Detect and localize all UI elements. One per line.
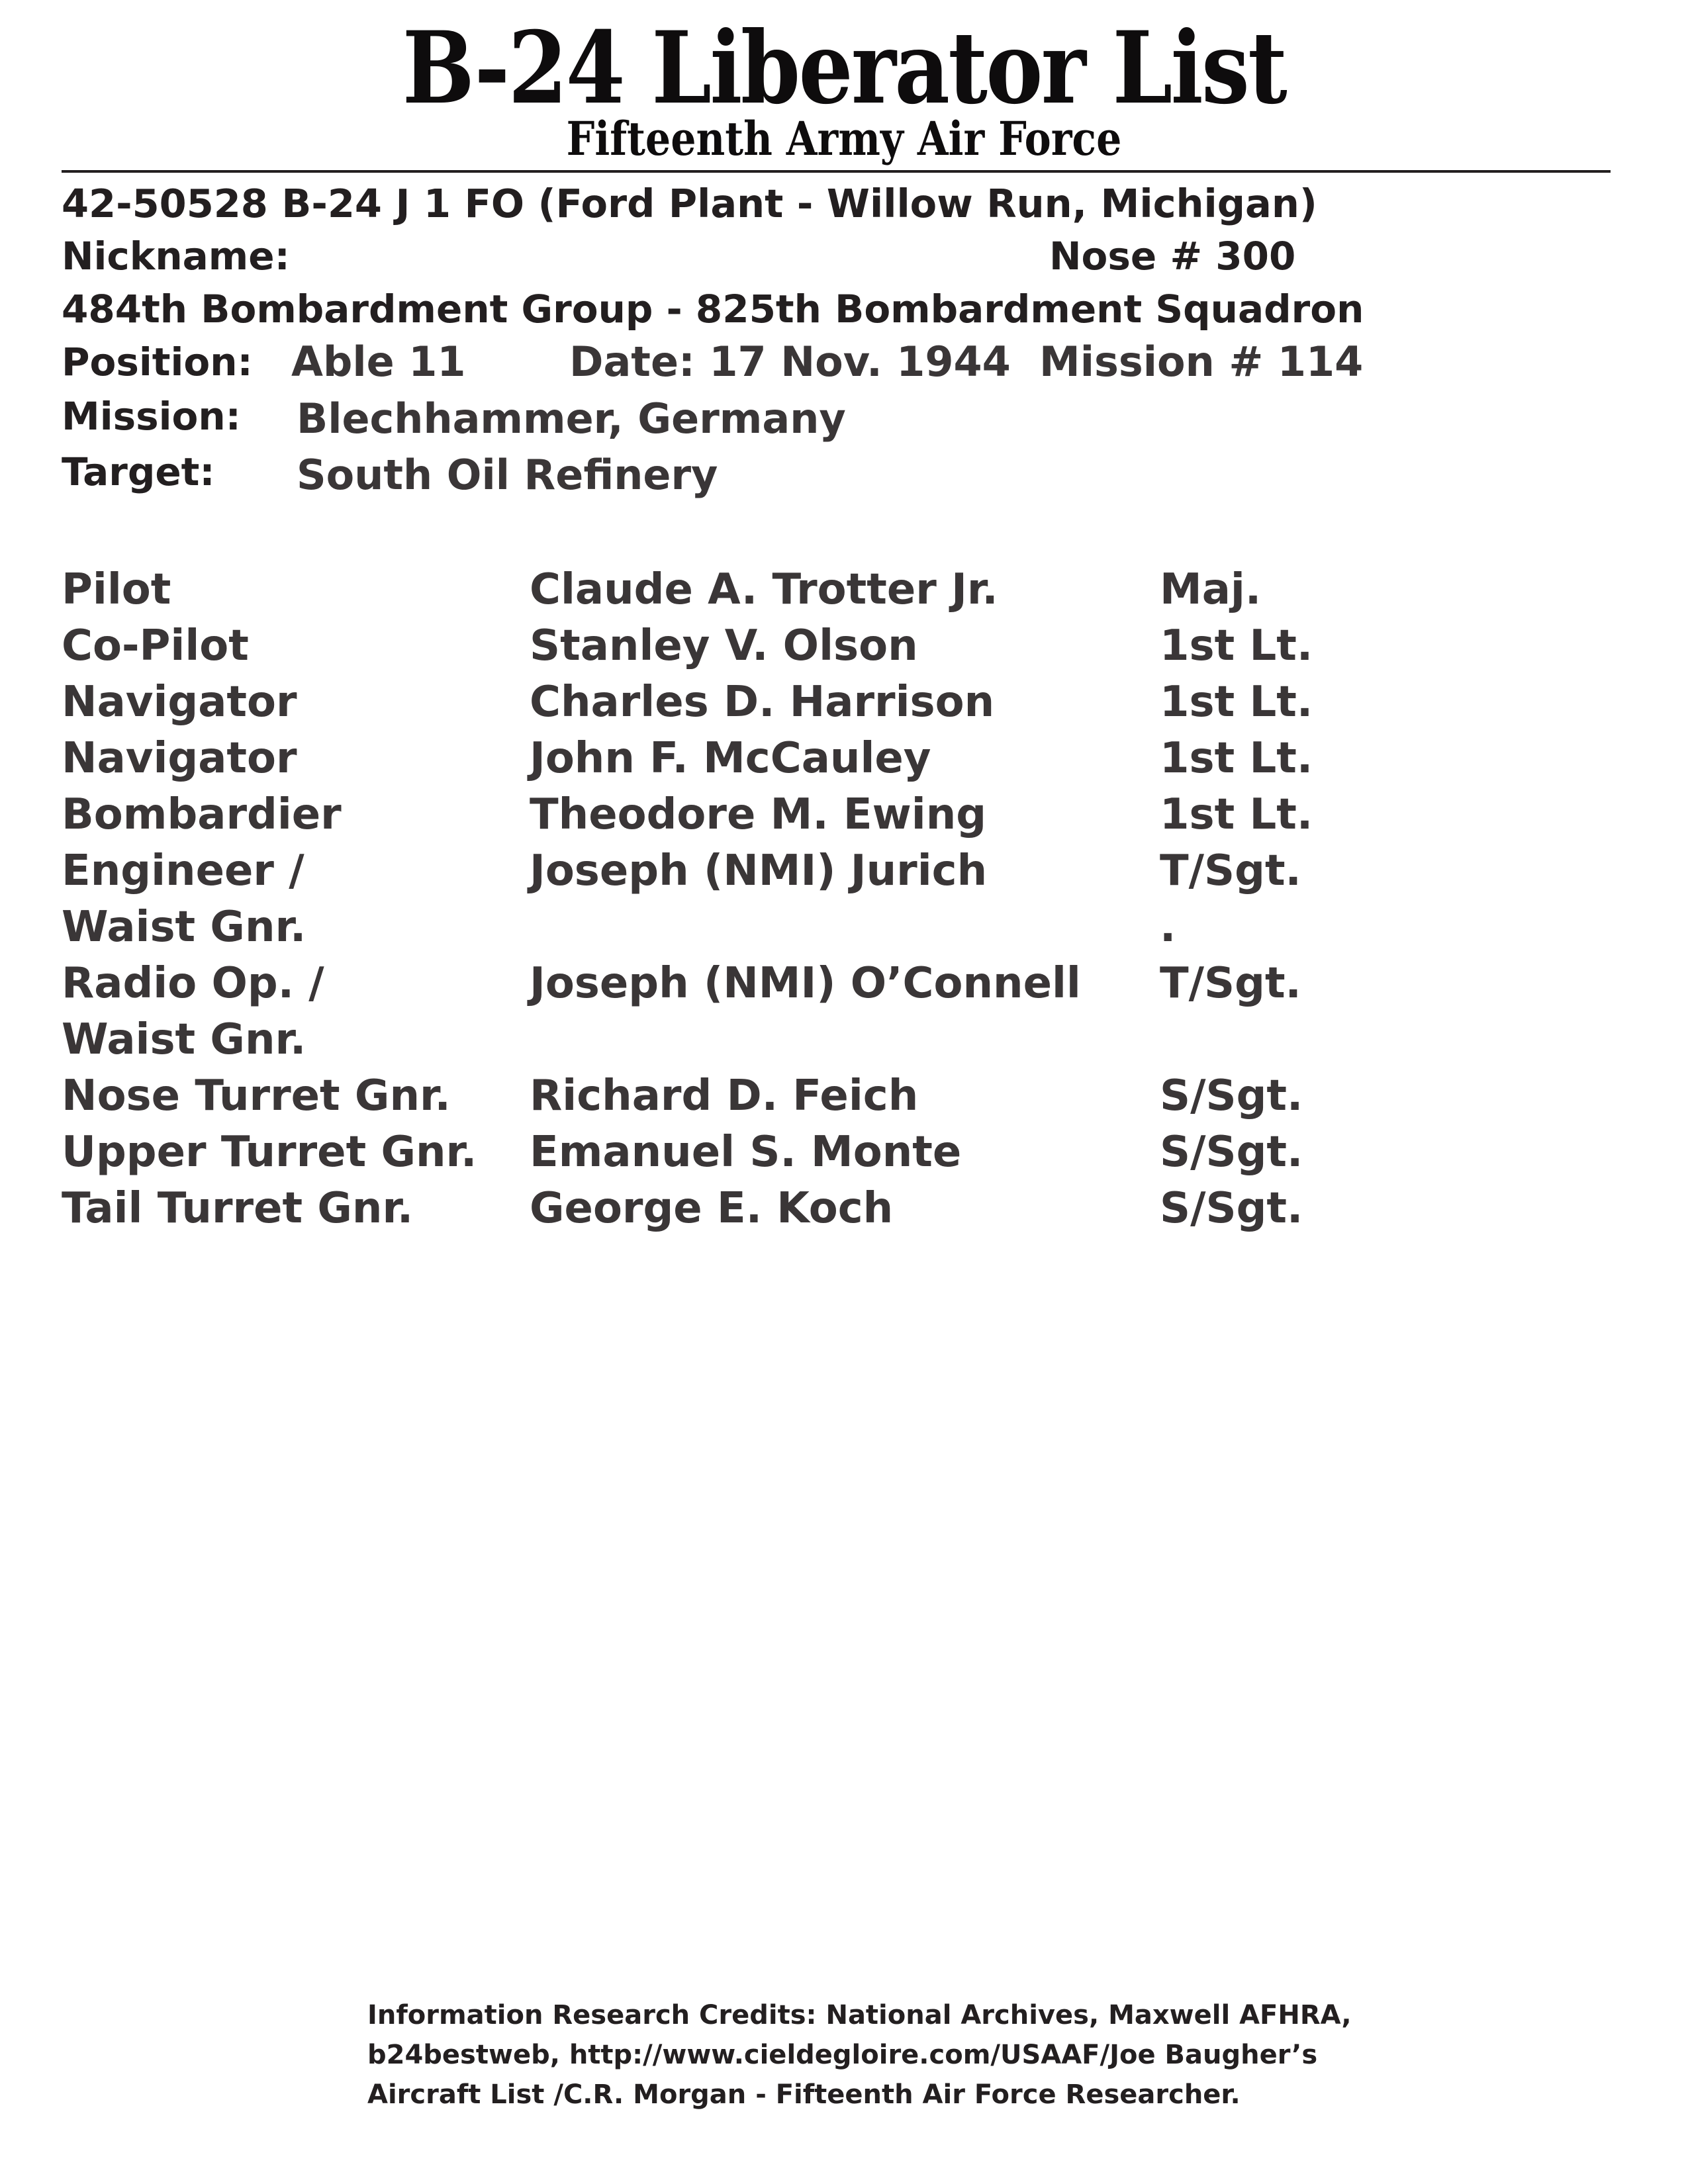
target-value: South Oil Refinery: [297, 451, 718, 499]
header-divider: [62, 170, 1611, 173]
crew-rank: 1st Lt.: [1160, 678, 1313, 727]
crew-rank: S/Sgt.: [1160, 1128, 1303, 1177]
mission-date: Date: 17 Nov. 1944: [569, 338, 1011, 386]
crew-position: Nose Turret Gnr.: [62, 1071, 451, 1120]
crew-rank: T/Sgt.: [1160, 846, 1301, 895]
nickname-label: Nickname:: [62, 234, 290, 279]
position-value: Able 11: [291, 338, 466, 386]
crew-position: Waist Gnr.: [62, 1015, 306, 1064]
crew-name: Emanuel S. Monte: [530, 1128, 962, 1177]
crew-name: John F. McCauley: [530, 734, 931, 783]
crew-position: Radio Op. /: [62, 959, 324, 1008]
serial-line: 42-50528 B-24 J 1 FO (Ford Plant - Willow Run, Michigan): [62, 181, 1317, 226]
crew-rank: S/Sgt.: [1160, 1071, 1303, 1120]
page-subtitle: Fifteenth Army Air Force: [566, 111, 1122, 166]
crew-rank: Maj.: [1160, 565, 1262, 614]
credits-line: Information Research Credits: National Archives, Maxwell AFHRA,: [367, 2000, 1352, 2030]
research-credits: [367, 1995, 1360, 2115]
crew-rank: .: [1160, 903, 1176, 952]
crew-name: Claude A. Trotter Jr.: [530, 565, 998, 614]
crew-name: Joseph (NMI) Jurich: [530, 846, 988, 895]
page-title: B-24 Liberator List: [402, 10, 1286, 126]
crew-position: Navigator: [62, 678, 297, 727]
crew-rank: T/Sgt.: [1160, 959, 1301, 1008]
crew-position: Waist Gnr.: [62, 903, 306, 952]
crew-position: Upper Turret Gnr.: [62, 1128, 477, 1177]
crew-name: Charles D. Harrison: [530, 678, 995, 727]
crew-rank: S/Sgt.: [1160, 1184, 1303, 1233]
position-label: Position:: [62, 340, 253, 385]
crew-position: Engineer /: [62, 846, 305, 895]
crew-name: George E. Koch: [530, 1184, 894, 1233]
crew-name: Theodore M. Ewing: [530, 790, 987, 839]
crew-position: Tail Turret Gnr.: [62, 1184, 414, 1233]
crew-name: Richard D. Feich: [530, 1071, 919, 1120]
crew-name: Joseph (NMI) O’Connell: [530, 959, 1081, 1008]
unit-line: 484th Bombardment Group - 825th Bombardment Squadron: [62, 287, 1364, 332]
target-label: Target:: [62, 449, 215, 494]
crew-rank: 1st Lt.: [1160, 621, 1313, 670]
crew-rank: 1st Lt.: [1160, 734, 1313, 783]
crew-rank: 1st Lt.: [1160, 790, 1313, 839]
crew-position: Bombardier: [62, 790, 342, 839]
crew-position: Co-Pilot: [62, 621, 249, 670]
mission-value: Blechhammer, Germany: [297, 394, 846, 443]
crew-position: Navigator: [62, 734, 297, 783]
crew-name: Stanley V. Olson: [530, 621, 918, 670]
mission-number: Mission # 114: [1039, 338, 1364, 386]
credits-line: Aircraft List /C.R. Morgan - Fifteenth Air Force Researcher.: [367, 2079, 1241, 2110]
crew-position: Pilot: [62, 565, 171, 614]
mission-label: Mission:: [62, 394, 241, 439]
nose-number: Nose # 300: [1049, 234, 1296, 279]
credits-line: b24bestweb, http://www.cieldegloire.com/USAAF/Joe Baugher’s: [367, 2040, 1318, 2070]
